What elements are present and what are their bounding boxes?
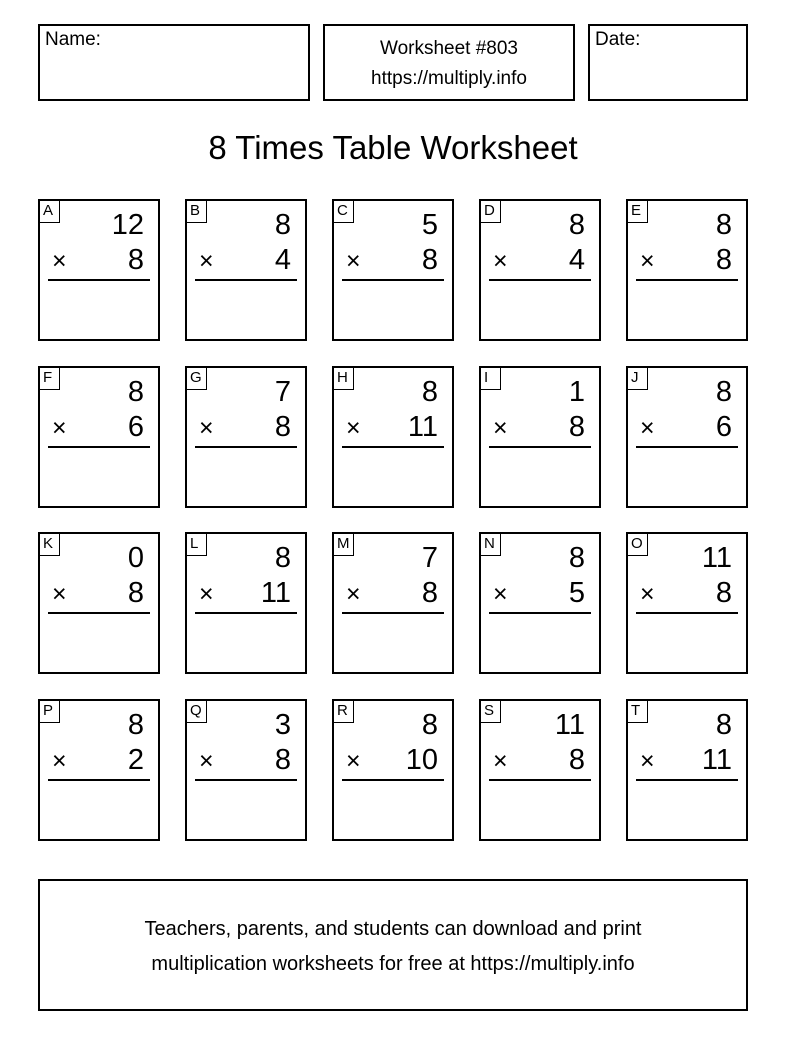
problem-card[interactable] (479, 532, 601, 674)
multiplier: 11 (701, 744, 732, 776)
problem-letter: S (481, 701, 501, 723)
multiplicand: 8 (715, 209, 732, 241)
multiplier: 8 (421, 577, 438, 609)
problem-letter: E (628, 201, 648, 223)
multiply-sign: × (640, 414, 655, 442)
multiplicand: 3 (274, 709, 291, 741)
multiplicand: 5 (421, 209, 438, 241)
multiplicand: 0 (127, 542, 144, 574)
answer-line (489, 612, 591, 614)
problem-letter: L (187, 534, 207, 556)
problem-letter: A (40, 201, 60, 223)
date-label: Date: (595, 29, 641, 50)
multiply-sign: × (199, 247, 214, 275)
multiplier: 8 (127, 244, 144, 276)
problem-letter: R (334, 701, 354, 723)
problem-letter: O (628, 534, 648, 556)
multiplicand: 8 (127, 376, 144, 408)
problem-card[interactable] (479, 699, 601, 841)
problem-letter: F (40, 368, 60, 390)
answer-line (48, 279, 150, 281)
problem-letter: P (40, 701, 60, 723)
problem-card[interactable] (332, 366, 454, 508)
problem-card[interactable] (332, 532, 454, 674)
worksheet-website: https://multiply.info (371, 68, 527, 89)
problem-card[interactable] (626, 532, 748, 674)
problem-card[interactable] (185, 699, 307, 841)
multiplier: 2 (127, 744, 144, 776)
multiplicand: 8 (421, 709, 438, 741)
multiplier: 4 (568, 244, 585, 276)
problem-card[interactable] (38, 199, 160, 341)
multiplicand: 7 (421, 542, 438, 574)
multiplicand: 8 (127, 709, 144, 741)
problem-letter: G (187, 368, 207, 390)
multiply-sign: × (52, 747, 67, 775)
problem-letter: Q (187, 701, 207, 723)
problem-card[interactable] (38, 366, 160, 508)
multiplier: 6 (715, 411, 732, 443)
answer-line (48, 779, 150, 781)
multiplicand: 12 (111, 209, 144, 241)
multiplicand: 8 (715, 709, 732, 741)
multiply-sign: × (52, 247, 67, 275)
multiplicand: 8 (568, 209, 585, 241)
footer-line-2: multiplication worksheets for free at https://multiply.info (151, 953, 635, 975)
problem-card[interactable] (38, 699, 160, 841)
multiplicand: 7 (274, 376, 291, 408)
multiply-sign: × (346, 747, 361, 775)
name-box[interactable] (38, 24, 310, 101)
multiply-sign: × (52, 580, 67, 608)
multiplicand: 8 (274, 209, 291, 241)
problem-letter: D (481, 201, 501, 223)
footer-box (38, 879, 748, 1011)
multiplier: 8 (274, 744, 291, 776)
problem-letter: N (481, 534, 501, 556)
answer-line (489, 446, 591, 448)
answer-line (342, 279, 444, 281)
multiply-sign: × (493, 414, 508, 442)
multiplicand: 1 (568, 376, 585, 408)
multiplier: 11 (260, 577, 291, 609)
problem-card[interactable] (185, 366, 307, 508)
multiply-sign: × (346, 580, 361, 608)
multiplier: 8 (715, 244, 732, 276)
answer-line (195, 279, 297, 281)
problem-card[interactable] (479, 366, 601, 508)
problem-card[interactable] (38, 532, 160, 674)
problem-letter: M (334, 534, 354, 556)
multiply-sign: × (346, 414, 361, 442)
multiply-sign: × (640, 747, 655, 775)
multiplier: 8 (568, 744, 585, 776)
answer-line (636, 446, 738, 448)
footer-line-1: Teachers, parents, and students can download and print (144, 918, 642, 940)
multiplier: 8 (421, 244, 438, 276)
problem-card[interactable] (185, 199, 307, 341)
multiply-sign: × (493, 247, 508, 275)
multiplier: 8 (568, 411, 585, 443)
multiplicand: 8 (274, 542, 291, 574)
multiply-sign: × (493, 747, 508, 775)
problem-letter: B (187, 201, 207, 223)
problem-card[interactable] (185, 532, 307, 674)
answer-line (342, 446, 444, 448)
problem-card[interactable] (626, 699, 748, 841)
multiplier: 10 (405, 744, 438, 776)
multiplier: 5 (568, 577, 585, 609)
multiplicand: 8 (715, 376, 732, 408)
problem-card[interactable] (626, 366, 748, 508)
answer-line (48, 446, 150, 448)
multiplier: 4 (274, 244, 291, 276)
multiply-sign: × (52, 414, 67, 442)
worksheet-info-box (323, 24, 575, 101)
worksheet-number: Worksheet #803 (379, 38, 518, 59)
multiply-sign: × (199, 580, 214, 608)
problem-letter: H (334, 368, 354, 390)
problem-letter: K (40, 534, 60, 556)
page-title: 8 Times Table Worksheet (208, 129, 578, 166)
multiplier: 6 (127, 411, 144, 443)
multiplier: 11 (407, 411, 438, 443)
multiply-sign: × (640, 580, 655, 608)
answer-line (342, 779, 444, 781)
answer-line (636, 779, 738, 781)
multiply-sign: × (640, 247, 655, 275)
multiplier: 8 (127, 577, 144, 609)
problem-letter: C (334, 201, 354, 223)
problem-card[interactable] (332, 199, 454, 341)
multiply-sign: × (493, 580, 508, 608)
answer-line (489, 279, 591, 281)
date-box[interactable] (588, 24, 748, 101)
multiplicand: 11 (701, 542, 732, 574)
answer-line (636, 279, 738, 281)
multiplicand: 8 (568, 542, 585, 574)
multiplicand: 8 (421, 376, 438, 408)
answer-line (636, 612, 738, 614)
multiply-sign: × (346, 247, 361, 275)
multiplicand: 11 (554, 709, 585, 741)
problem-letter: I (481, 368, 501, 390)
name-label: Name: (45, 29, 101, 50)
multiplier: 8 (715, 577, 732, 609)
problem-letter: J (628, 368, 648, 390)
answer-line (48, 612, 150, 614)
answer-line (489, 779, 591, 781)
problem-letter: T (628, 701, 648, 723)
problem-card[interactable] (479, 199, 601, 341)
answer-line (195, 446, 297, 448)
problem-card[interactable] (626, 199, 748, 341)
multiply-sign: × (199, 747, 214, 775)
answer-line (195, 612, 297, 614)
problem-card[interactable] (332, 699, 454, 841)
answer-line (342, 612, 444, 614)
answer-line (195, 779, 297, 781)
multiply-sign: × (199, 414, 214, 442)
multiplier: 8 (274, 411, 291, 443)
